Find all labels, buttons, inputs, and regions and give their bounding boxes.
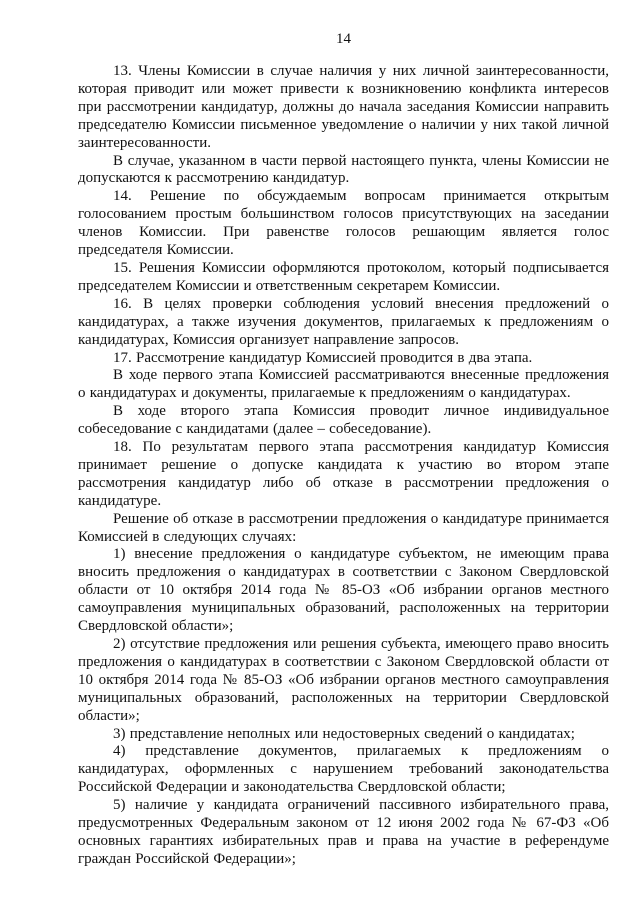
paragraph: 17. Рассмотрение кандидатур Комиссией проводится в два этапа. [113,349,533,366]
paragraph: 16. В целях проверки соблюдения условий внесения предложений о кандидатурах, а также изучения документов, прилагаемых к предложениям о кандидатурах, Комиссия организует направление запросов. [78,295,609,348]
document-body [78,63,609,869]
paragraph: 3) представление неполных или недостоверных сведений о кандидатах; [113,725,575,742]
paragraph: В случае, указанном в части первой настоящего пункта, члены Комиссии не допускаются к рассмотрению кандидатур. [78,152,609,187]
paragraph: Решение об отказе в рассмотрении предложения о кандидатуре принимается Комиссией в следующих случаях: [78,510,609,545]
paragraph: 18. По результатам первого этапа рассмотрения кандидатур Комиссия принимает решение о допуске кандидата к участию во втором этапе рассмотрения кандидатур либо об отказе в рассмотрении предложения о кандидатуре. [78,439,609,509]
paragraph: 15. Решения Комиссии оформляются протоколом, который подписывается председателем Комиссии и ответственным секретарем Комиссии. [78,259,609,294]
paragraph: 13. Члены Комиссии в случае наличия у них личной заинтересованности, которая приводит или может привести к возникновению конфликта интересов при рассмотрении кандидатур, должны до начала заседания Комиссии направить председателю Комиссии письменное уведомление о наличии у них такой личной заинтересованности. [78,63,609,151]
paragraph: 4) представление документов, прилагаемых к предложениям о кандидатурах, оформленных с нарушением требований законодательства Российской Федерации и законодательства Свердловской области; [78,743,609,796]
paragraph: 1) внесение предложения о кандидатуре субъектом, не имеющим права вносить предложения о кандидатурах в соответствии с Законом Свердловской области от 10 октября 2014 года № 85-ОЗ «Об избрании органов местного самоуправления муниципальных образований, расположенных на территории Свердловской области»; [78,546,609,635]
paragraph: 2) отсутствие предложения или решения субъекта, имеющего право вносить предложения о кандидатурах в соответствии с Законом Свердловской области от 10 октября 2014 года № 85-ОЗ «Об избрании органов местного самоуправления муниципальных образований, расположенных на территории Свердловской области»; [78,636,609,724]
paragraph: 14. Решение по обсуждаемым вопросам принимается открытым голосованием простым большинством голосов присутствующих на заседании членов Комиссии. При равенстве голосов решающим является голос председателя Комиссии. [78,188,609,259]
paragraph: В ходе первого этапа Комиссией рассматриваются внесенные предложения о кандидатурах и документы, прилагаемые к предложениям о кандидатурах. [78,367,609,402]
paragraph: 5) наличие у кандидата ограничений пассивного избирательного права, предусмотренных Федеральным законом от 12 июня 2002 года № 67-ФЗ «Об основных гарантиях избирательных прав и права на участие в референдуме граждан Российской Федерации»; [78,797,609,867]
page-number: 14 [336,31,351,47]
paragraph: В ходе второго этапа Комиссия проводит личное индивидуальное собеседование с кандидатами (далее – собеседование). [78,403,609,438]
